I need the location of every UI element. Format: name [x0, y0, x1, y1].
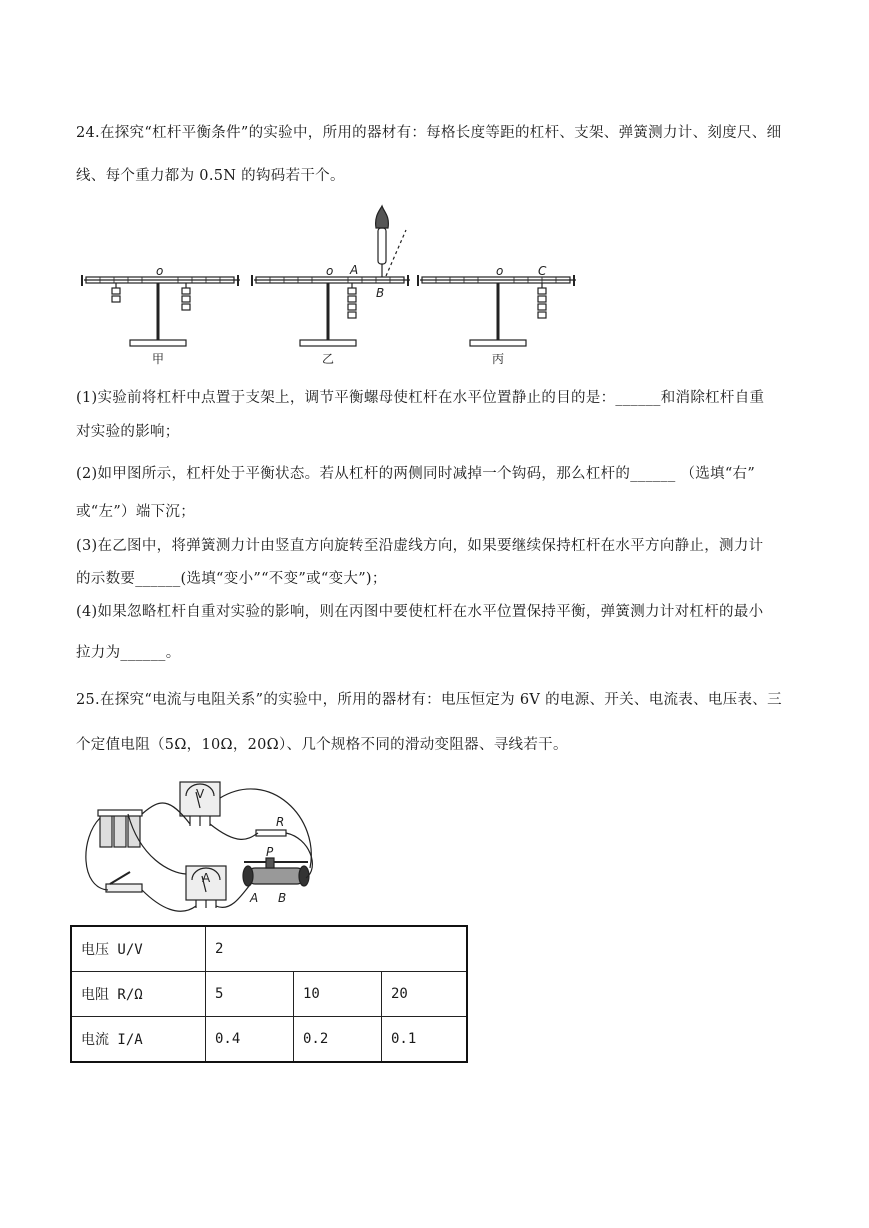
- point-b-label: B: [376, 286, 385, 300]
- switch: [106, 872, 142, 892]
- slider-label: P: [266, 845, 274, 859]
- lever-bing: [418, 275, 576, 346]
- q24-s2-line2: 或“左”）端下沉；: [76, 504, 196, 520]
- ammeter-label: A: [202, 871, 211, 885]
- voltage-label: 电压 U/V: [71, 926, 206, 972]
- resistance-value: 5: [206, 972, 294, 1017]
- point-c-label: C: [538, 264, 547, 278]
- rheostat-a-label: A: [250, 891, 259, 905]
- current-value: 0.1: [382, 1017, 468, 1063]
- figure-label-yi: 乙: [322, 352, 335, 366]
- table-row: [71, 926, 467, 972]
- q25-intro-line2: 个定值电阻（5Ω，10Ω，20Ω）、几个规格不同的滑动变阻器、寻线若干。: [76, 737, 568, 753]
- q24-s4-line2: 拉力为______。: [76, 645, 181, 661]
- battery: [98, 810, 142, 847]
- current-value: 0.4: [206, 1017, 294, 1063]
- pivot-label-jia: o: [156, 264, 164, 278]
- q24-s1-line2: 对实验的影响；: [76, 424, 180, 440]
- resistance-value: 10: [294, 972, 382, 1017]
- figure-label-bing: 丙: [492, 352, 505, 366]
- q24-s3-line1: (3)在乙图中，将弹簧测力计由竖直方向旋转至沿虚线方向，如果要继续保持杠杆在水平方向静止，测力计: [76, 538, 764, 554]
- point-a-label: A: [350, 263, 359, 277]
- q25-intro-line1: 25.在探究“电流与电阻关系”的实验中，所用的器材有：电压恒定为 6V 的电源、开关、电流表、电压表、三: [76, 692, 782, 708]
- resistor-label: R: [276, 815, 285, 829]
- lever-jia: [82, 275, 240, 346]
- pivot-label-yi: o: [326, 264, 334, 278]
- voltmeter-label: V: [196, 787, 205, 801]
- q24-s1-line1: (1)实验前将杠杆中点置于支架上，调节平衡螺母使杠杆在水平位置静止的目的是：______和消除杠杆自重: [76, 390, 765, 406]
- circuit-figure: [80, 778, 330, 918]
- rheostat: [243, 858, 309, 886]
- table-row: [71, 1017, 467, 1063]
- q24-intro-line1: 24.在探究“杠杆平衡条件”的实验中，所用的器材有：每格长度等距的杠杆、支架、弹簧测力计、刻度尺、细: [76, 125, 782, 141]
- resistor: [256, 830, 286, 836]
- lever-figures: [80, 202, 580, 370]
- q24-s2-line1: (2)如甲图所示，杠杆处于平衡状态。若从杠杆的两侧同时减掉一个钩码，那么杠杆的______ （选填“右”: [76, 466, 756, 482]
- resistance-label: 电阻 R/Ω: [71, 972, 206, 1017]
- table-row: [71, 972, 467, 1017]
- current-label: 电流 I/A: [71, 1017, 206, 1063]
- pivot-label-bing: o: [496, 264, 504, 278]
- figure-label-jia: 甲: [152, 352, 165, 366]
- q24-intro-line2: 线、每个重力都为 0.5N 的钩码若干个。: [76, 168, 345, 184]
- resistance-value: 20: [382, 972, 468, 1017]
- data-table: [70, 925, 468, 1063]
- q24-s3-line2: 的示数要______(选填“变小”“不变”或“变大”)；: [76, 571, 387, 587]
- q24-s4-line1: (4)如果忽略杠杆自重对实验的影响，则在丙图中要使杠杆在水平位置保持平衡，弹簧测力计对杠杆的最小: [76, 604, 764, 620]
- rheostat-b-label: B: [278, 891, 287, 905]
- voltage-value: 2: [206, 926, 468, 972]
- current-value: 0.2: [294, 1017, 382, 1063]
